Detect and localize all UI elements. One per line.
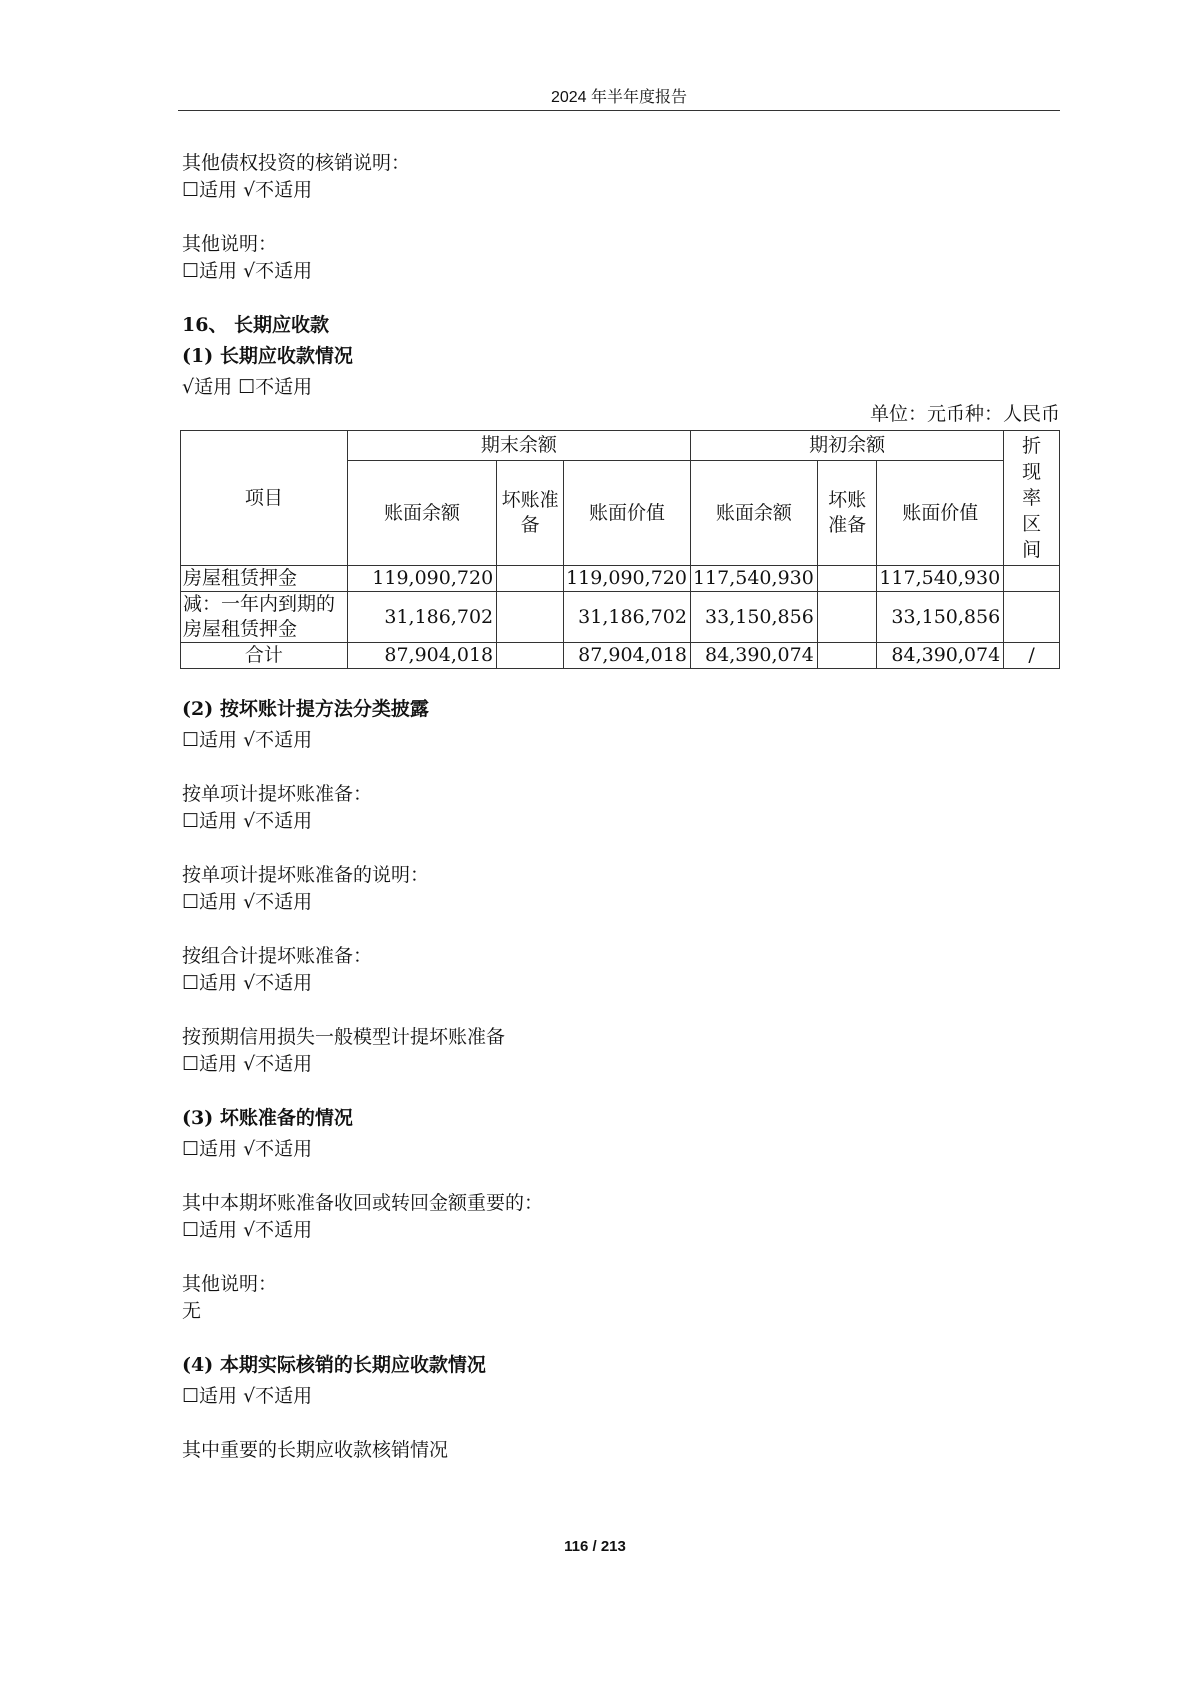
recovery-label: 其中本期坏账准备收回或转回金额重要的： (182, 1192, 544, 1214)
individual-provision-note-label: 按单项计提坏账准备的说明： (182, 864, 430, 886)
row-item: 合计 (181, 643, 348, 669)
subsection-4-option: ☐适用 √不适用 (182, 1385, 313, 1407)
unit-currency-note: 单位：元币种：人民币 (869, 403, 1060, 425)
table-header-row (181, 431, 1060, 461)
row-begin-balance: 33,150,856 (690, 592, 817, 643)
row-begin-value: 84,390,074 (877, 643, 1004, 669)
row-end-bad-debt (497, 566, 564, 592)
other-notes-option: ☐适用 √不适用 (182, 260, 313, 282)
row-rate (1004, 592, 1060, 643)
row-end-balance: 87,904,018 (347, 643, 496, 669)
row-rate: / (1004, 643, 1060, 669)
other-notes-3-value: 无 (182, 1300, 202, 1322)
header-end-balance: 期末余额 (347, 431, 690, 461)
subsection-3-title: (3) 坏账准备的情况 (182, 1107, 353, 1129)
other-debt-writeoff-option: ☐适用 √不适用 (182, 179, 313, 201)
subsection-4-title: (4) 本期实际核销的长期应收款情况 (182, 1354, 486, 1376)
subsection-2-option: ☐适用 √不适用 (182, 729, 313, 751)
row-item: 房屋租赁押金 (181, 566, 348, 592)
individual-provision-note-option: ☐适用 √不适用 (182, 891, 313, 913)
other-notes-label: 其他说明： (182, 233, 278, 255)
row-rate (1004, 566, 1060, 592)
row-begin-value: 117,540,930 (877, 566, 1004, 592)
row-begin-bad-debt (817, 643, 876, 669)
table-row-total (181, 643, 1060, 669)
header-begin-balance: 期初余额 (690, 431, 1003, 461)
header-end-book-balance: 账面余额 (347, 461, 496, 566)
section-16-title: 16、 长期应收款 (182, 314, 330, 336)
row-end-value: 31,186,702 (564, 592, 691, 643)
recovery-option: ☐适用 √不适用 (182, 1219, 313, 1241)
portfolio-provision-label: 按组合计提坏账准备： (182, 945, 373, 967)
subsection-1-title: (1) 长期应收款情况 (182, 345, 353, 367)
page-number: 116 / 213 (564, 1538, 626, 1555)
row-begin-balance: 84,390,074 (690, 643, 817, 669)
subsection-2-title: (2) 按坏账计提方法分类披露 (182, 698, 429, 720)
row-end-value: 87,904,018 (564, 643, 691, 669)
subsection-1-option: √适用 ☐不适用 (182, 376, 313, 398)
row-end-bad-debt (497, 643, 564, 669)
row-end-value: 119,090,720 (564, 566, 691, 592)
header-begin-book-value: 账面价值 (877, 461, 1004, 566)
other-notes-3-label: 其他说明： (182, 1273, 278, 1295)
row-item: 减：一年内到期的房屋租赁押金 (181, 592, 348, 643)
individual-provision-option: ☐适用 √不适用 (182, 810, 313, 832)
header-item: 项目 (181, 431, 348, 566)
important-writeoff-label: 其中重要的长期应收款核销情况 (182, 1439, 449, 1461)
header-discount-rate: 折现率区间 (1004, 431, 1060, 566)
row-end-balance: 119,090,720 (347, 566, 496, 592)
row-begin-bad-debt (817, 592, 876, 643)
header-end-bad-debt: 坏账准备 (497, 461, 564, 566)
row-begin-value: 33,150,856 (877, 592, 1004, 643)
portfolio-provision-option: ☐适用 √不适用 (182, 972, 313, 994)
table-row (181, 566, 1060, 592)
row-end-balance: 31,186,702 (347, 592, 496, 643)
individual-provision-label: 按单项计提坏账准备： (182, 783, 373, 805)
header-rule (178, 110, 1060, 111)
ecl-model-provision-label: 按预期信用损失一般模型计提坏账准备 (182, 1026, 506, 1048)
other-debt-writeoff-label: 其他债权投资的核销说明： (182, 152, 411, 174)
long-term-receivables-table (180, 430, 1060, 669)
header-end-book-value: 账面价值 (564, 461, 691, 566)
row-begin-bad-debt (817, 566, 876, 592)
header-begin-book-balance: 账面余额 (690, 461, 817, 566)
row-end-bad-debt (497, 592, 564, 643)
table-row (181, 592, 1060, 643)
row-begin-balance: 117,540,930 (690, 566, 817, 592)
document-body (182, 150, 1060, 1464)
ecl-model-provision-option: ☐适用 √不适用 (182, 1053, 313, 1075)
header-begin-bad-debt: 坏账准备 (817, 461, 876, 566)
report-header: 2024 年半年度报告 (550, 89, 688, 106)
subsection-3-option: ☐适用 √不适用 (182, 1138, 313, 1160)
